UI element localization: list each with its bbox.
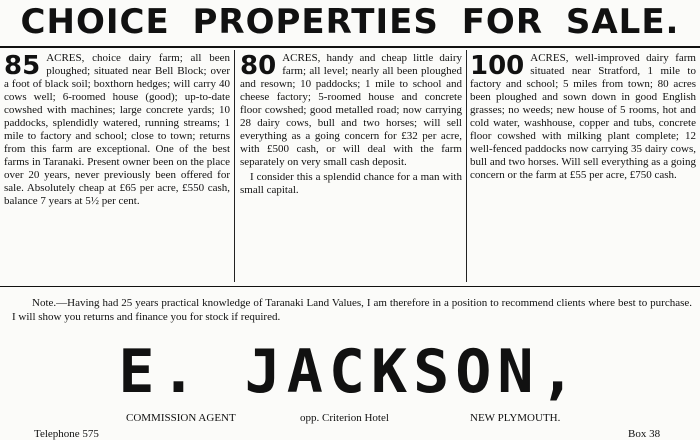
middle-rule (0, 286, 700, 287)
listing-2-remark: I consider this a splendid chance for a man with small capital. (240, 171, 462, 196)
listing-2 (240, 52, 462, 197)
listing-1-text: ACRES, choice dairy farm; all been ploughed; situated near Bell Block; over a foot of black soil; boxthorn hedges; will carry 40 cows well; 6-roomed house (good); up-to-date cowshed with machines; large concrete yards; 10 paddocks, splendidly watered, running streams; 1 mile to factory and school; close to town; returns from this farm are exceptional. One of the best farms in Taranaki. Present owner been on the place over 20 years, never previously been offered for sale. Absolutely cheap at £65 per acre, £550 cash, balance 7 years at 5½ per cent. (4, 52, 230, 207)
agent-town: NEW PLYMOUTH. (470, 412, 561, 424)
agent-title: COMMISSION AGENT (126, 412, 236, 424)
agent-name: E. JACKSON, (118, 337, 582, 407)
po-box: Box 38 (628, 428, 661, 440)
listing-3-text: ACRES, well-improved dairy farm situated near Stratford, 1 mile to factory and school; 5 miles from town; 80 acres been ploughed and sown down in good English grasses; no weeds; new house of 5 rooms, hot and cold water, washhouse, copper and tubs, concrete floor cowshed with milking plant complete; 12 well-fenced paddocks now carrying 35 dairy cows, bull and two horses. Will sell everything as a going concern or the farm at £55 per acre, £750 cash. (470, 52, 696, 181)
top-rule (0, 46, 700, 48)
agent-address: opp. Criterion Hotel (300, 412, 389, 424)
column-divider-1 (234, 50, 235, 282)
headline: CHOICE PROPERTIES FOR SALE. (20, 2, 680, 42)
listing-1-acreage: 85 (4, 51, 41, 81)
listing-2-text: ACRES, handy and cheap little dairy farm; all level; nearly all been ploughed and resown; 10 paddocks; 1 mile to school and cheese factory; 5-roomed house and concrete floor cowshed; good metalled road; now carrying 28 dairy cows, bull and two horses; will sell everything as a going concern for £32 per acre, with £500 cash, or will deal with the farm separately on very small cash deposit. (240, 52, 462, 168)
listing-3-acreage: 100 (470, 51, 525, 81)
agent-note: Note.—Having had 25 years practical knowledge of Taranaki Land Values, I am therefore in a position to recommend clients where best to purchase. I will show you returns and finance you for stock if required. (12, 297, 692, 323)
column-divider-2 (466, 50, 467, 282)
listing-3 (470, 52, 696, 182)
listing-1 (4, 52, 230, 208)
listing-2-acreage: 80 (240, 51, 277, 81)
telephone: Telephone 575 (34, 428, 99, 440)
